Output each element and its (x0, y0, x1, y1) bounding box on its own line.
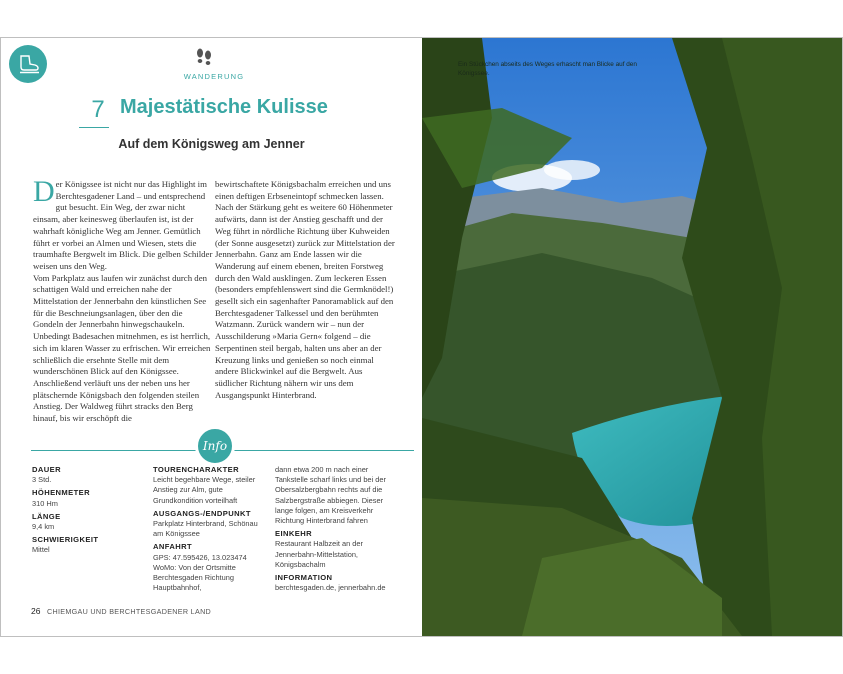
info-label-laenge: LÄNGE (32, 511, 61, 521)
info-value-anfahrt-cont: dann etwa 200 m nach einer Tankstelle scharf links und bei der Obersalzbergbahn rechts auf die Salzbergstraße abbiegen. Dieser lange folgen, am Kreisverkehr Richtung Hinterbrand fahren (275, 465, 386, 526)
walking-badge-icon (9, 45, 47, 83)
book-spread (0, 37, 843, 637)
chapter-number: 7 (91, 96, 105, 123)
info-badge: Info (195, 426, 235, 466)
body-paragraph: Nach der Stärkung geht es weitere 60 Höhenmeter aufwärts, dann ist der Anstieg geschafft und der Weg führt in nördliche Richtung über Kuhweiden (der Sonne ausgesetzt) zurück zur Mittelstation der Jennerbahn. Ganz am Ende lassen wir die Wanderung auf einem ebenen, breiten Forstweg durch den Wald ausklingen. Zum leckeren Essen (besonders empfehlenswert sind die Germknödel!) gesellt sich ein sagenhafter Panoramablick auf den Berchtesgadener Talkessel und den berühmten Watzmann. Zurück wandern wir – nun der Ausschilderung »Maria Gern« folgend – die Serpentinen steil bergab, halten uns aber an der Kreuzung links und genießen so noch einmal andere Blickwinkel auf die Bergwelt. Aus südlicher Richtung nähern wir uns dem Ausgangspunkt Hinterbrand. (215, 202, 395, 400)
info-value-ausgangspunkt: Parkplatz Hinterbrand, Schönau am Königssee (153, 519, 258, 539)
body-paragraph: er Königssee ist nicht nur das Highlight im Berchtesgadener Land – und entsprechend gut besucht. Ein Weg, der zwar nicht einsam, aber keinesweg überlaufen ist, ist der wahrhaft königliche Weg am Jenner. Gemütlich führt er vorbei an Almen und Wiesen, stets die traumhafte Bergwelt im Blick. Die gelben Schilder weisen uns den Weg. (33, 179, 213, 271)
info-label-tourencharakter: TOURENCHARAKTER (153, 465, 240, 474)
drop-cap: D (33, 175, 55, 208)
info-label-ausgangspunkt: AUSGANGS-/ENDPUNKT (153, 508, 251, 518)
footprints-icon (192, 47, 216, 67)
chapter-subtitle: Auf dem Königsweg am Jenner (118, 137, 305, 151)
info-label-anfahrt: ANFAHRT (153, 542, 193, 552)
lake-photo (422, 38, 842, 636)
info-label-dauer: DAUER (32, 465, 62, 474)
info-column-1 (32, 462, 142, 558)
info-value-schwierigkeit: Mittel (32, 545, 50, 555)
info-column-3 (275, 462, 391, 595)
info-label-einkehr: EINKEHR (275, 529, 312, 539)
info-value-dauer: 3 Std. (32, 475, 52, 485)
info-value-hoehenmeter: 310 Hm (32, 498, 58, 508)
body-column-1 (33, 175, 213, 425)
photo-caption: Ein Stückchen abseits des Weges erhascht man Blicke auf den Königssee. (458, 61, 637, 77)
info-value-information: berchtesgaden.de, jennerbahn.de (275, 583, 386, 593)
info-label-schwierigkeit: SCHWIERIGKEIT (32, 535, 99, 545)
running-title: CHIEMGAU UND BERCHTESGADENER LAND (47, 607, 212, 616)
page-number: 26 (31, 606, 41, 616)
chapter-number-underline (79, 127, 109, 128)
info-value-anfahrt: WoMo: Von der Ortsmitte Berchtesgaden Richtung Hauptbahnhof, (153, 562, 236, 593)
info-value-einkehr: Restaurant Halbzeit an der Jennerbahn-Mittelstation, Königsbachalm (275, 539, 363, 569)
lake-photo-illustration (422, 38, 842, 636)
left-page (1, 38, 422, 636)
body-column-2 (215, 179, 395, 401)
body-paragraph: bewirtschaftete Königsbachalm erreichen und uns einen deftigen Erbseneintopf schmecken lassen. (215, 179, 391, 201)
body-paragraph: Vom Parkplatz aus laufen wir zunächst durch den schattigen Wald und erreichen nahe der Mittelstation der Jennerbahn den künstlichen See für die Beschneiungsanlagen, über den die Gondeln der Jennerbahn hinwegschaukeln. Unbedingt Badesachen mitnehmen, es ist herrlich, sich im klaren Wasser zu erfrischen. Wir erreichen schließlich die ersehnte Stelle mit dem wunderschönen Blick auf den Königssee. Anschließend verläuft uns der neben uns her plätschernde Königsbach den folgenden steilen Anstieg. Der Waldweg führt stracks den Berg hinauf, bis wir erschöpft die (33, 272, 211, 424)
info-column-2 (153, 462, 265, 595)
section-label: WANDERUNG (183, 72, 245, 81)
info-value-laenge: 9,4 km (32, 522, 55, 532)
chapter-title: Majestätische Kulisse (120, 96, 328, 118)
info-label-hoehenmeter: HÖHENMETER (32, 488, 91, 498)
info-label-information: INFORMATION (275, 573, 333, 583)
info-value-anfahrt-gps: GPS: 47.595426, 13.023474 (153, 552, 247, 562)
info-value-tourencharakter: Leicht begehbare Wege, steiler Anstieg zur Alm, gute Grundkondition vorteilhaft (153, 475, 256, 505)
